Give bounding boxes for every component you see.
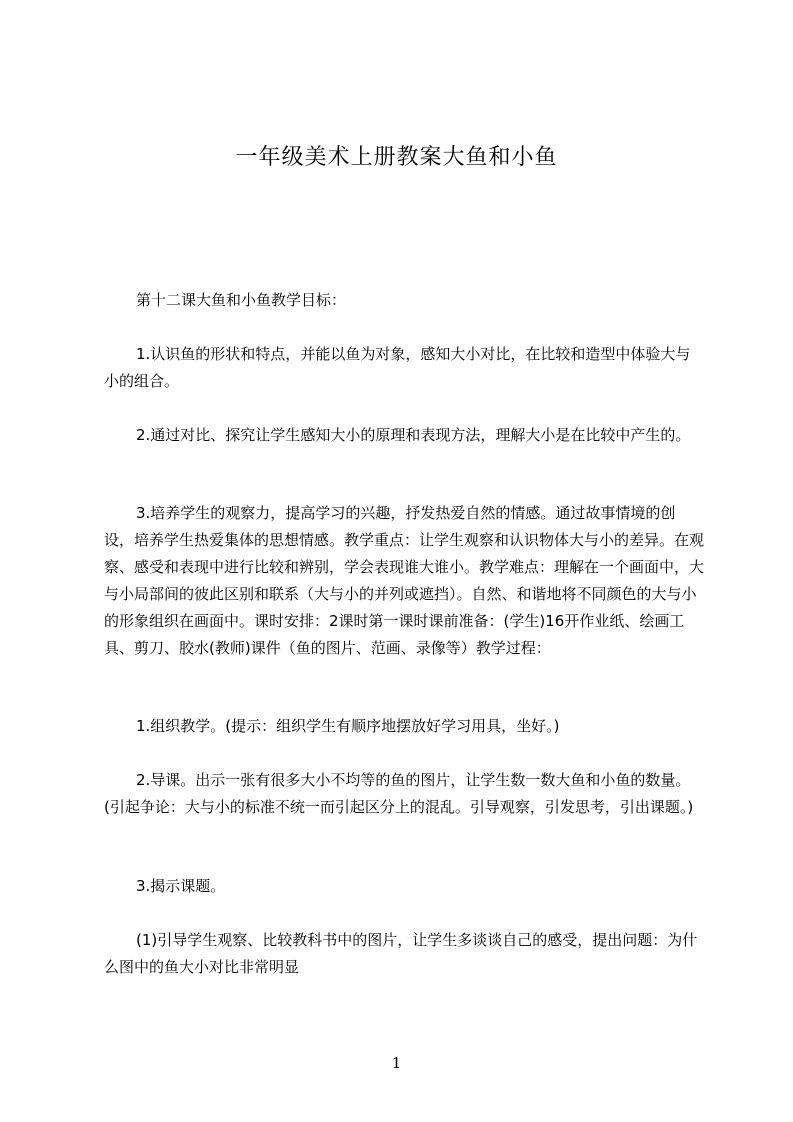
paragraph-objective-1: 1.认识鱼的形状和特点，并能以鱼为对象，感知大小对比，在比较和造型中体验大与小的组合。	[104, 345, 691, 390]
paragraph-step-3-1: (1)引导学生观察、比较教科书中的图片，让学生多谈谈自己的感受，提出问题：为什么图中的鱼大小对比非常明显	[104, 931, 698, 976]
paragraph-step-1: 1.组织教学。(提示：组织学生有顺序地摆放好学习用具，坐好。)	[136, 717, 560, 735]
paragraph-objective-2: 2.通过对比、探究让学生感知大小的原理和表现方法，理解大小是在比较中产生的。	[136, 426, 691, 444]
document-title: 一年级美术上册教案大鱼和小鱼	[235, 145, 558, 170]
paragraph-objective-3: 3.培养学生的观察力，提高学习的兴趣，抒发热爱自然的情感。通过故事情境的创设，培养学生热爱集体的思想情感。教学重点：让学生观察和认识物体大与小的差异。在观察、感受和表现中进行比较和辨别，学会表现谁大谁小。教学难点：理解在一个画面中，大与小局部间的彼此区别和联系（大与小的并列或遮挡）。自然、和谐地将不同颜色的大与小的形象组织在画面中。课时安排：2课时第一课时课前准备：(学生)16开作业纸、绘画工具、剪刀、胶水(教师)课件（鱼的图片、范画、录像等）教学过程：	[104, 504, 705, 657]
page-number: 1	[391, 1054, 402, 1072]
paragraph-lesson-heading: 第十二课大鱼和小鱼教学目标：	[136, 291, 347, 309]
paragraph-step-3: 3.揭示课题。	[136, 877, 226, 895]
paragraph-step-2: 2.导课。出示一张有很多大小不均等的鱼的图片，让学生数一数大鱼和小鱼的数量。(引起争论：大与小的标准不统一而引起区分上的混乱。引导观察，引发思考，引出课题。)	[104, 771, 694, 816]
